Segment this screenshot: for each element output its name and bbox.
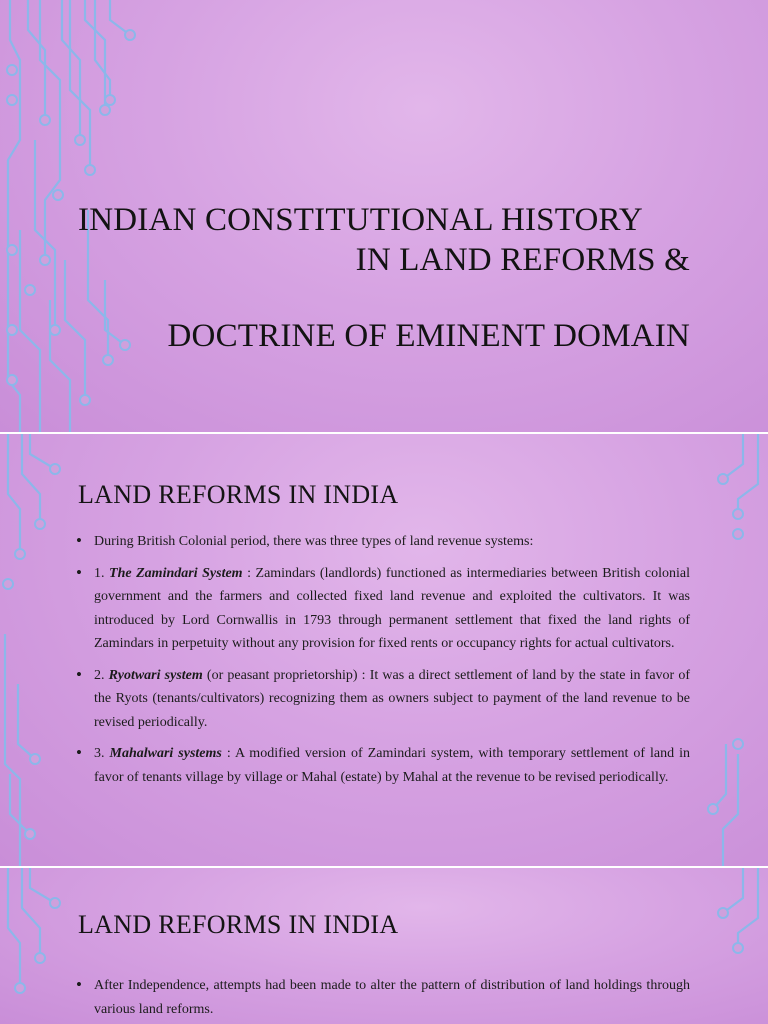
circuit-decoration-right — [688, 868, 768, 1024]
bullet-number: 3. — [94, 746, 110, 761]
bullet-term: The Zamindari System — [109, 565, 243, 581]
bullet-text: : Zamindars (landlords) functioned as intermediaries between British colonial government and the farmers and collected fixed land revenue and exploited the cultivators. It was introduced by Lord Cornwallis in 1793 through permanent settlement that fixed the land rights of Zamindars in perpetuity without any provision for fixed rents or occupancy rights for actual cultivators. — [94, 565, 691, 651]
title-line-3: DOCTRINE OF EMINENT DOMAIN — [167, 318, 690, 354]
bullet-number: 1. — [94, 565, 110, 581]
slide-heading: LAND REFORMS IN INDIA — [78, 480, 399, 509]
bullet-term: Mahalwari systems — [109, 746, 222, 761]
bullet-text: During British Colonial period, there was three types of land revenue systems: — [94, 534, 534, 549]
title-line-1: INDIAN CONSTITUTIONAL HISTORY — [78, 202, 643, 238]
bullet-list — [76, 530, 690, 797]
circuit-decoration-left — [0, 868, 80, 1024]
slide-heading: LAND REFORMS IN INDIA — [78, 910, 399, 939]
list-item — [76, 562, 690, 656]
content-slide-1 — [0, 434, 768, 866]
presentation-title — [70, 200, 710, 356]
list-item — [76, 664, 690, 735]
circuit-decoration-left — [0, 434, 80, 866]
bullet-text: (or peasant proprietorship) : It was a direct settlement of land by the state in favor of the Ryots (tenants/cultivators) recognizing them as owners subject to payment of the land revenue to be revised periodically. — [94, 667, 691, 730]
bullet-list — [76, 974, 690, 1024]
bullet-number: 2. — [94, 667, 109, 683]
bullet-text: : A modified version of Zamindari system, with temporary settlement of land in favor of tenants village by village or Mahal (estate) by Mahal at the revenue to be revised periodically. — [94, 746, 690, 785]
bullet-text: After Independence, attempts had been made to alter the pattern of distribution of land holdings through various land reforms. — [94, 978, 690, 1017]
bullet-term: Ryotwari system — [108, 667, 203, 683]
content-slide-2 — [0, 868, 768, 1024]
list-item — [76, 742, 690, 789]
list-item — [76, 530, 690, 554]
title-line-2: IN LAND REFORMS & — [355, 242, 690, 278]
list-item — [76, 974, 690, 1021]
circuit-decoration-right — [688, 434, 768, 866]
title-slide — [0, 0, 768, 432]
